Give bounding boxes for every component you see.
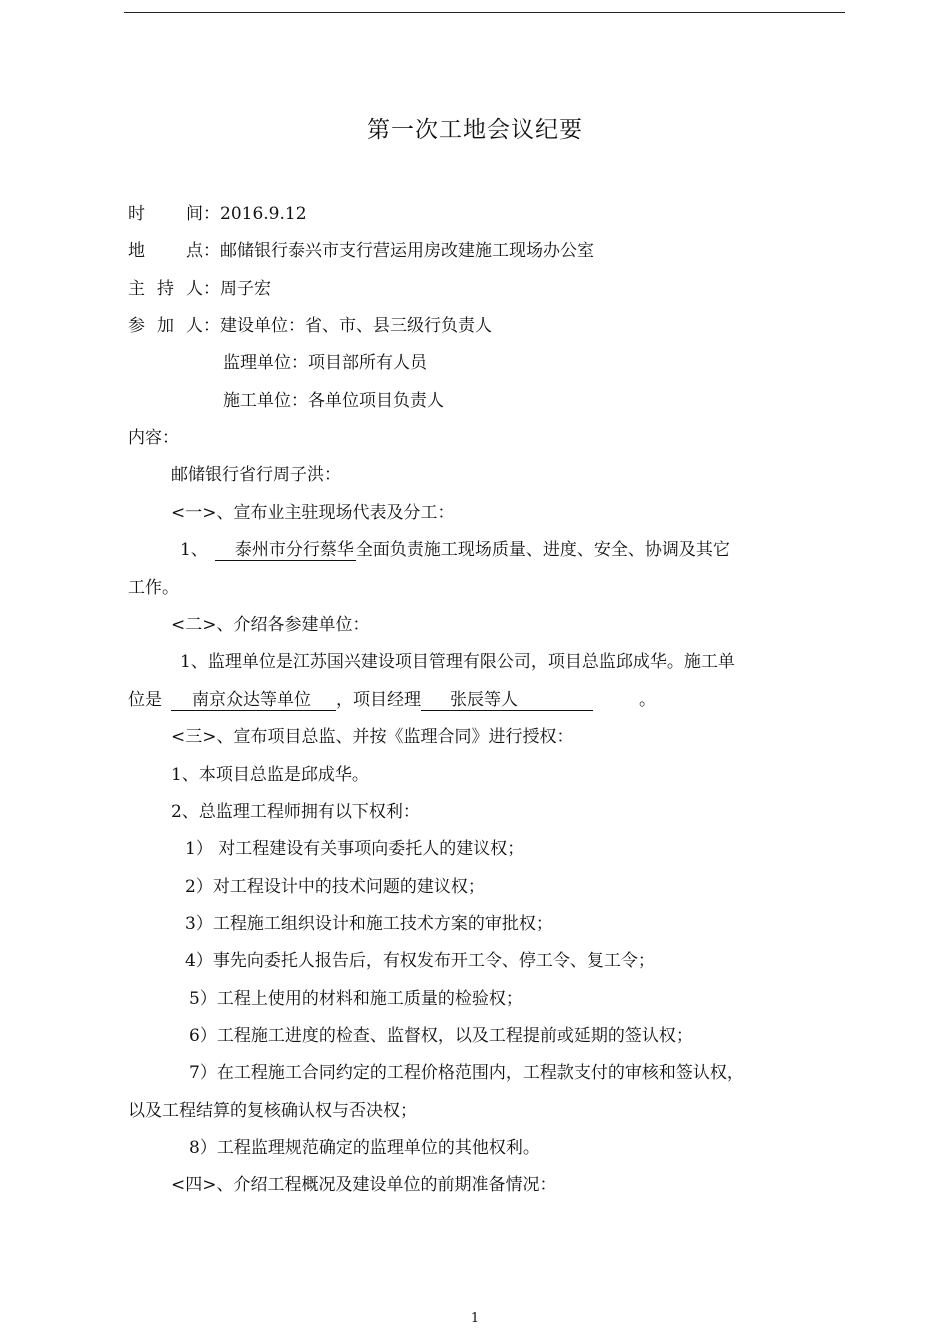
place-label-2: 点：: [186, 241, 220, 261]
attendees-label-1: 参: [128, 316, 145, 336]
right-item: 3）工程施工组织设计和施工技术方案的审批权；: [185, 914, 553, 934]
section-4-title: <四>、介绍工程概况及建设单位的前期准备情况：: [171, 1175, 557, 1195]
section-1-title: <一>、宣布业主驻现场代表及分工：: [171, 503, 455, 523]
section-2-end: 。: [639, 690, 656, 710]
section-1-item-text: 全面负责施工现场质量、进度、安全、协调及其它: [355, 540, 730, 560]
right-item-cont: 以及工程结算的复核确认权与否决权；: [128, 1101, 417, 1121]
content-label: 内容：: [128, 428, 179, 448]
place-value: 邮储银行泰兴市支行营运用房改建施工现场办公室: [220, 241, 594, 261]
section-3-item: 1、本项目总监是邱成华。: [171, 765, 369, 785]
right-item: 2）对工程设计中的技术问题的建议权；: [185, 877, 485, 897]
right-item: 6）工程施工进度的检查、监督权，以及工程提前或延期的签认权；: [189, 1026, 693, 1046]
host-label-1: 主: [128, 279, 145, 299]
section-1-item-cont: 工作。: [128, 578, 179, 598]
host-value: 周子宏: [220, 279, 271, 299]
section-2-item: 1、监理单位是江苏国兴建设项目管理有限公司，项目总监邱成华。施工单: [180, 652, 735, 672]
contractor-name: 南京众达等单位: [171, 690, 336, 711]
section-1-item: [180, 539, 730, 561]
section-2-mid: ，项目经理: [336, 690, 421, 710]
right-item: 4）事先向委托人报告后，有权发布开工令、停工令、复工令；: [185, 951, 655, 971]
time-row: [128, 203, 307, 225]
attendee-line: 建设单位：省、市、县三级行负责人: [220, 316, 492, 336]
right-item: 7）在工程施工合同约定的工程价格范围内，工程款支付的审核和签认权，: [189, 1063, 744, 1083]
project-manager-name: 张辰等人: [421, 690, 593, 711]
host-row: [128, 278, 271, 300]
host-label-3: 人：: [186, 279, 220, 299]
attendee-line: 监理单位：项目部所有人员: [223, 353, 427, 373]
section-2-prefix: 位是: [128, 690, 162, 710]
time-label-1: 时: [128, 204, 145, 224]
place-label-1: 地: [128, 241, 145, 261]
header-rule: [124, 12, 845, 13]
place-row: [128, 240, 594, 262]
time-value: 2016.9.12: [220, 204, 307, 224]
section-2-title: <二>、介绍各参建单位：: [171, 615, 370, 635]
item-number: 1、: [180, 540, 208, 560]
document-title: 第一次工地会议纪要: [367, 117, 583, 143]
speaker: 邮储银行省行周子洪：: [171, 465, 341, 485]
host-label-2: 持: [157, 279, 174, 299]
attendee-line: 施工单位：各单位项目负责人: [223, 391, 444, 411]
right-item: 1） 对工程建设有关事项向委托人的建议权；: [185, 839, 525, 859]
page-number: 1: [470, 1311, 480, 1326]
section-2-item-cont: [128, 689, 656, 711]
section-3-item: 2、总监理工程师拥有以下权利：: [171, 802, 420, 822]
representative-name: 泰州市分行蔡华: [215, 540, 356, 561]
section-3-title: <三>、宣布项目总监、并按《监理合同》进行授权：: [171, 727, 574, 747]
attendees-row: [128, 315, 492, 337]
right-item: 5）工程上使用的材料和施工质量的检验权；: [189, 989, 523, 1009]
attendees-label-2: 加: [157, 316, 174, 336]
right-item: 8）工程监理规范确定的监理单位的其他权利。: [189, 1138, 540, 1158]
attendees-label-3: 人：: [186, 316, 220, 336]
time-label-2: 间：: [186, 204, 220, 224]
